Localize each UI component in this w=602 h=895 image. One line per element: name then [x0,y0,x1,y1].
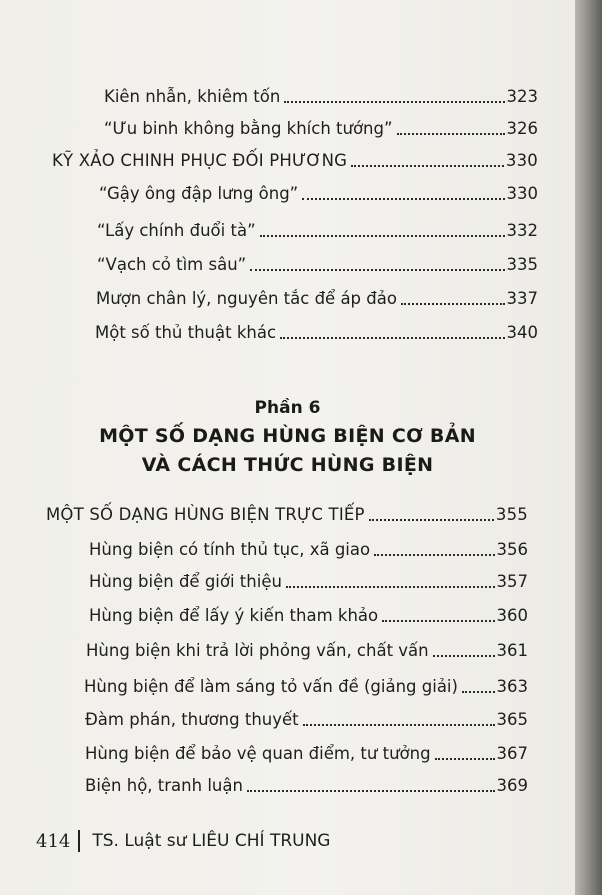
toc-entry [96,288,538,310]
part-title-line-1: MỘT SỐ DẠNG HÙNG BIỆN CƠ BẢN [99,425,476,447]
leader-dots [369,519,494,521]
toc-chapter-label: KỸ XẢO CHINH PHỤC ĐỐI PHƯƠNG [52,151,348,170]
toc-entry-page: 323 [506,87,538,106]
toc-entry-label: Hùng biện khi trả lời phỏng vấn, chất vấn [86,641,429,660]
leader-dots [286,586,495,588]
toc-entry [95,322,538,344]
toc-entry-page: 367 [496,744,528,763]
toc-entry [85,709,528,731]
leader-dots [435,758,495,760]
toc-entry [104,118,538,140]
toc-chapter [52,150,538,172]
toc-entry [97,220,538,242]
leader-dots [260,235,505,237]
toc-entry-page: 326 [506,119,538,138]
leader-dots [303,724,495,726]
toc-entry-page: 332 [506,221,538,240]
leader-dots [247,790,495,792]
toc-chapter-label: MỘT SỐ DẠNG HÙNG BIỆN TRỰC TIẾP [46,505,365,524]
page-edge-shadow [575,0,602,895]
toc-entry-page: 356 [496,540,528,559]
leader-dots [284,101,504,103]
leader-dots [351,165,504,167]
toc-entry-page: 365 [496,710,528,729]
toc-entry-page: 361 [496,641,528,660]
leader-dots [462,691,495,693]
leader-dots [433,655,495,657]
toc-entry [99,183,538,205]
toc-entry-label: Hùng biện để lấy ý kiến tham khảo [89,606,379,625]
leader-dots [250,269,504,271]
toc-entry-page: 330 [506,184,538,203]
toc-entry [89,571,528,593]
toc-entry-label: Một số thủ thuật khác [95,323,277,342]
author-name: TS. Luật sư LIÊU CHÍ TRUNG [92,831,331,851]
page-number: 414 [36,830,71,852]
toc-entry [86,640,528,662]
toc-entry-label: “Vạch cỏ tìm sâu” [97,255,247,274]
toc-entry-label: “Lấy chính đuổi tà” [97,221,256,240]
leader-dots [382,620,494,622]
footer-separator [78,830,80,852]
toc-entry [97,254,538,276]
toc-entry-label: Hùng biện có tính thủ tục, xã giao [89,540,371,559]
leader-dots [280,337,504,339]
toc-entry-label: “Ưu binh không bằng khích tướng” [104,119,393,138]
toc-entry-page: 357 [496,572,528,591]
toc-entry-label: Biện hộ, tranh luận [85,776,243,795]
toc-entry-label: Hùng biện để bảo vệ quan điểm, tư tưởng [85,744,431,763]
toc-entry-label: Hùng biện để làm sáng tỏ vấn đề (giảng giải) [84,677,458,696]
toc-entry-label: Kiên nhẫn, khiêm tốn [104,87,281,106]
part-number: Phần 6 [254,398,321,418]
toc-entry [104,86,538,108]
leader-dots [401,303,505,305]
toc-chapter [46,504,528,526]
toc-entry [85,743,528,765]
toc-entry-page: 335 [506,255,538,274]
toc-entry-label: “Gậy ông đập lưng ông” [99,184,299,203]
toc-entry-label: Mượn chân lý, nguyên tắc để áp đảo [96,289,397,308]
toc-entry-label: Hùng biện để giới thiệu [89,572,282,591]
toc-entry-label: Đàm phán, thương thuyết [85,710,299,729]
leader-dots [302,198,504,200]
toc-entry-page: 337 [506,289,538,308]
toc-entry-page: 360 [496,606,528,625]
toc-chapter-page: 355 [495,505,528,524]
page-footer [36,830,330,852]
toc-entry-page: 363 [496,677,528,696]
toc-entry [89,539,528,561]
leader-dots [397,133,505,135]
toc-chapter-page: 330 [505,151,538,170]
toc-entry-page: 369 [496,776,528,795]
part-title-line-2: VÀ CÁCH THỨC HÙNG BIỆN [141,454,434,476]
toc-entry [89,605,528,627]
toc-entry [84,676,528,698]
toc-entry-page: 340 [506,323,538,342]
toc-entry [85,775,528,797]
leader-dots [374,554,494,556]
